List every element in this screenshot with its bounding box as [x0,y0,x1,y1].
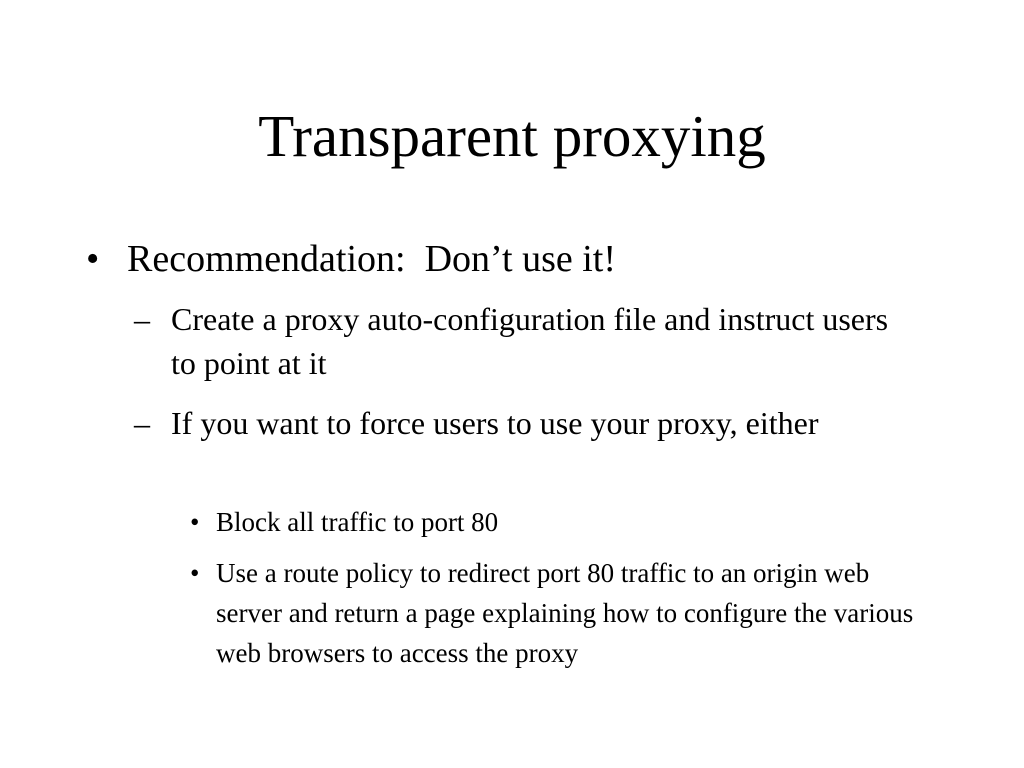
bullet-dash-icon: – [134,301,150,337]
bullet-dot-icon: • [190,558,200,588]
bullet-text: Block all traffic to port 80 [216,507,499,537]
bullet-text: Use a route policy to redirect port 80 traffic to an origin web server and return a page explaining how to configure the various web browsers to access the proxy [216,558,914,668]
bullet-text: Recommendation: Don’t use it! [127,238,616,280]
bullet-level2 [134,297,894,385]
bullet-text: If you want to force users to use your proxy, either [171,405,819,441]
bullet-text: Create a proxy auto-configuration file and instruct users to point at it [171,301,889,381]
bullet-dash-icon: – [134,405,150,441]
bullet-level3 [190,553,930,673]
slide-title: Transparent proxying [258,103,766,169]
bullet-level2 [134,401,894,445]
bullet-level1 [86,234,946,284]
bullet-dot-icon: • [190,507,200,537]
bullet-dot-icon: • [86,238,100,280]
bullet-level3 [190,502,930,542]
